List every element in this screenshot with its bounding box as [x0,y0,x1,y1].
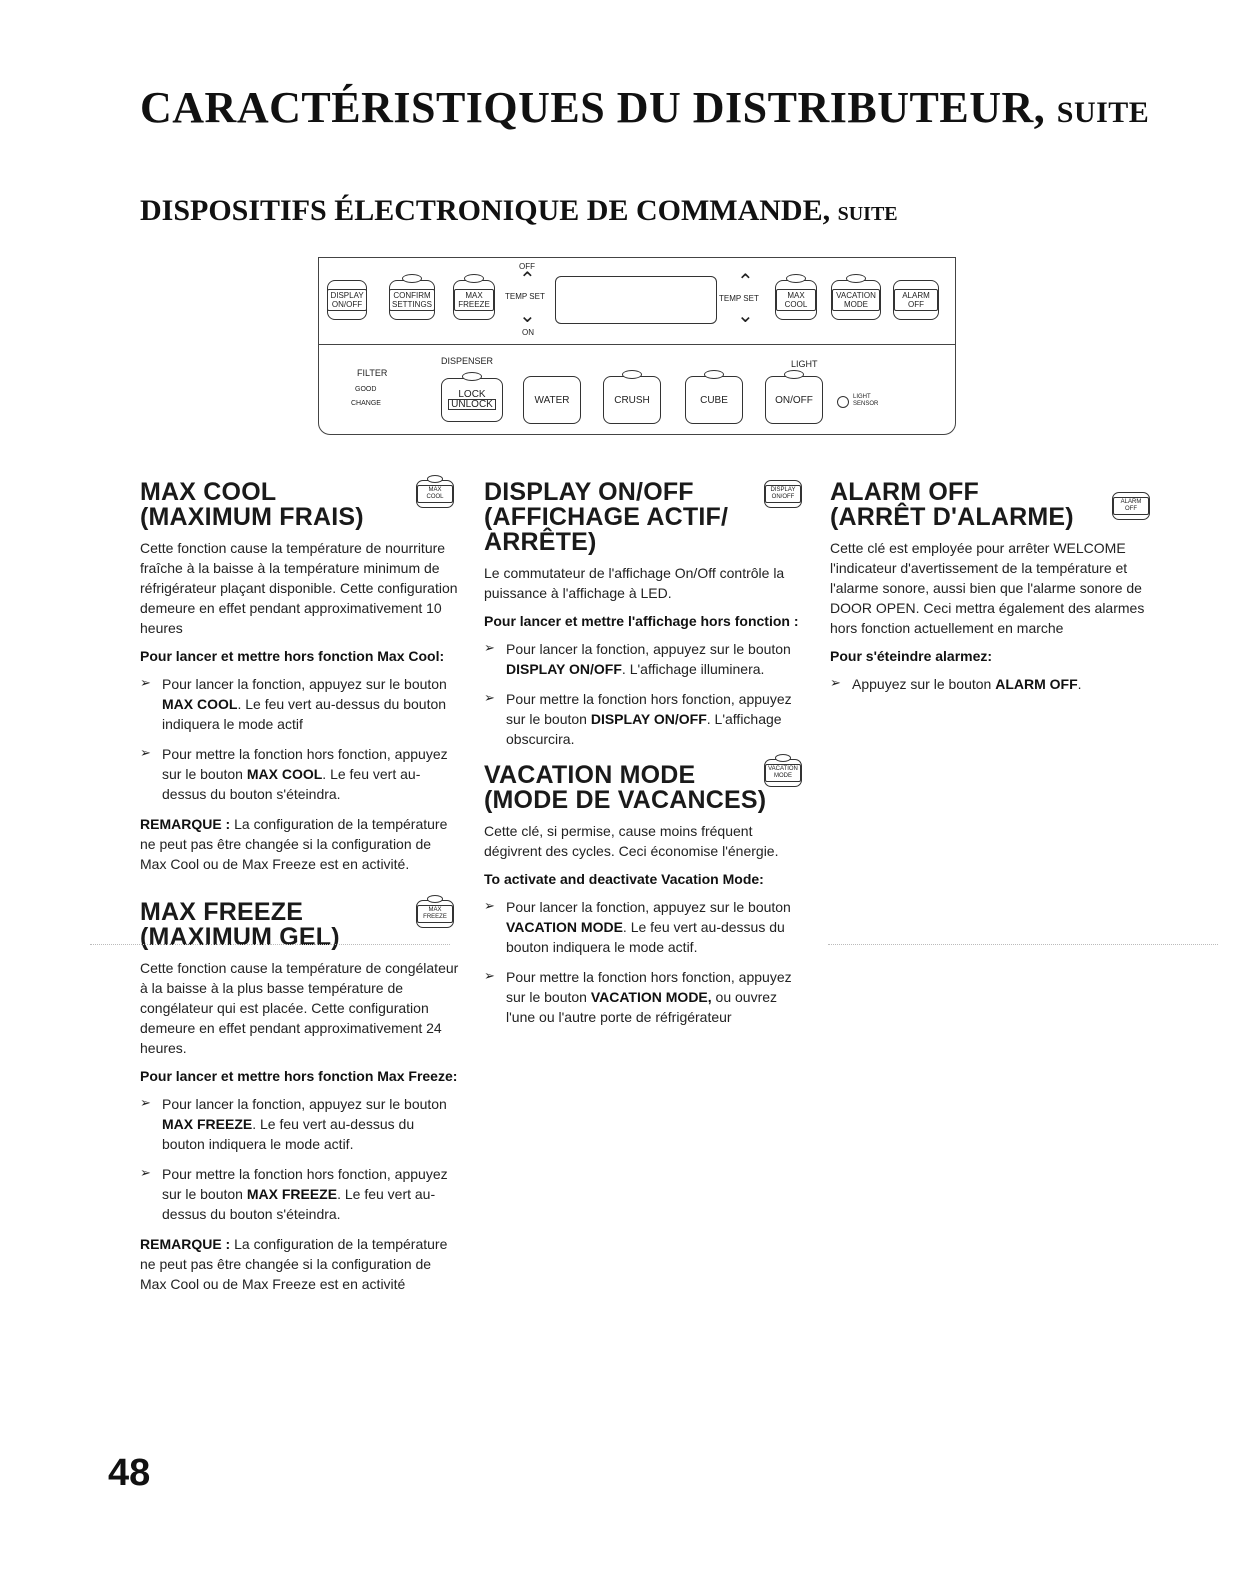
column-left [140,480,460,1302]
panel-lock-unlock-button [441,378,503,422]
panel-max-freeze-label: MAX FREEZE [454,289,494,311]
page-number: 48 [108,1452,151,1494]
led-indicator [462,372,482,381]
step-text: . Le feu vert au-dessus du bouton s'éteindra. [162,766,421,802]
alarm-off-icon-label: ALARM OFF [1113,497,1149,515]
display-onoff-heading-line3: ARRÊTE) [484,528,597,556]
max-freeze-icon [416,900,454,928]
column-right [830,480,1152,704]
display-onoff-heading [484,480,804,555]
panel-display-onoff-label: DISPLAY ON/OFF [327,289,366,311]
step-text: . [1077,676,1082,692]
control-panel-diagram [318,257,956,435]
vacation-mode-body: Cette clé, si permise, cause moins fréquent dégivrent des cycles. Ceci économise l'énergie. [484,823,779,859]
step-text: Pour mettre la fonction hors fonction, appuyez sur le bouton [506,969,792,1005]
down-arrow-icon: ⌄ [737,305,754,327]
max-freeze-note [140,1234,460,1294]
panel-temp-set-left: TEMP SET [505,292,545,301]
vacation-mode-heading-line2: (MODE DE VACANCES) [484,786,767,814]
temperature-display [555,276,717,324]
display-onoff-heading-line1: DISPLAY ON/OFF [484,478,694,506]
step-button-name: VACATION MODE, [590,989,712,1005]
note-label: REMARQUE : [140,816,231,832]
max-freeze-body: Cette fonction cause la température de congélateur à la baisse à la plus basse température de congélateur qui est placée. Cette configuration demeure en effet pendant approximativement 24 heures. [140,960,459,1056]
display-onoff-heading-line2: (AFFICHAGE ACTIF/ [484,503,729,531]
dispenser-label: DISPENSER [441,356,494,366]
panel-cube-button [685,376,743,424]
step-button-name: ALARM OFF [995,676,1078,692]
list-item [484,967,804,1027]
unlock-label: UNLOCK [448,399,496,410]
alarm-off-icon [1112,492,1150,520]
display-onoff-body: Le commutateur de l'affichage On/Off contrôle la puissance à l'affichage à LED. [484,565,785,601]
max-freeze-heading-line2: (MAXIMUM GEL) [140,923,340,951]
max-cool-heading [140,480,460,530]
list-item [484,689,804,749]
panel-confirm-settings-label: CONFIRM SETTINGS [389,289,435,311]
list-item [140,744,460,804]
section-subtitle [140,194,898,228]
step-button-name: MAX FREEZE [162,1116,253,1132]
step-text: . Le feu vert au-dessus du bouton indiquera le mode actif. [162,1116,415,1152]
panel-temp-set-right: TEMP SET [719,294,759,303]
panel-confirm-settings-button [389,280,435,320]
list-item [140,1164,460,1224]
alarm-off-heading [830,480,1152,530]
alarm-off-body: Cette clé est employée pour arrêter WELCOME l'indicateur d'avertissement de la température et l'alarme sonore, aussi bien que l'alarme sonore de DOOR OPEN. Ceci mettra également des alarmes hors fonction actuellement en marche [830,540,1145,636]
cube-label: CUBE [700,394,728,406]
step-text: . Le feu vert au-dessus du bouton indiquera le mode actif. [506,919,785,955]
alarm-off-heading-line1: ALARM OFF [830,478,979,506]
vacation-mode-heading-line1: VACATION MODE [484,761,696,789]
max-cool-heading-line2: (MAXIMUM FRAIS) [140,503,364,531]
panel-max-cool-label: MAX COOL [776,289,816,311]
panel-display-onoff-button [327,280,367,320]
step-text: . L'affichage obscurcira. [506,711,782,747]
step-text: Pour mettre la fonction hors fonction, appuyez sur le bouton [162,746,448,782]
max-freeze-instruction: Pour lancer et mettre hors fonction Max Freeze: [140,1068,458,1084]
vacation-mode-instruction: To activate and deactivate Vacation Mode: [484,871,764,887]
step-text: Pour lancer la fonction, appuyez sur le bouton [162,1096,447,1112]
panel-off-label: OFF [519,262,535,271]
panel-on-label: ON [522,328,534,337]
step-text: . Le feu vert au-dessus du bouton s'éteindra. [162,1186,436,1222]
page-title [140,82,1149,133]
step-button-name: VACATION MODE [506,919,623,935]
panel-alarm-off-button [893,280,939,320]
max-freeze-heading [140,900,460,950]
page-title-text: CARACTÉRISTIQUES DU DISTRIBUTEUR, [140,83,1046,132]
note-label: REMARQUE : [140,1236,231,1252]
display-onoff-steps [484,639,804,749]
step-button-name: MAX FREEZE [246,1186,338,1202]
panel-divider [319,344,955,345]
step-button-name: MAX COOL [162,696,238,712]
list-item [140,674,460,734]
step-button-name: DISPLAY ON/OFF [506,661,622,677]
section-subtitle-suffix: SUITE [837,203,898,225]
list-item [484,639,804,679]
up-arrow-icon: ⌃ [737,271,754,293]
panel-vacation-mode-label: VACATION MODE [832,289,880,311]
panel-vacation-mode-button [831,280,881,320]
crush-label: CRUSH [614,394,650,406]
max-cool-heading-line1: MAX COOL [140,478,277,506]
max-cool-instruction: Pour lancer et mettre hors fonction Max Cool: [140,648,445,664]
led-indicator [402,274,422,283]
vacation-mode-heading [484,763,804,813]
note-text: La configuration de la température ne peut pas être changée si la configuration de Max Cool ou de Max Freeze est en activité [140,1236,448,1292]
panel-max-freeze-button [453,280,495,320]
section-subtitle-text: DISPOSITIFS ÉLECTRONIQUE DE COMMANDE, [140,194,831,227]
dotted-rule [90,944,450,945]
display-onoff-icon-label: DISPLAY ON/OFF [765,485,801,503]
alarm-off-instruction: Pour s'éteindre alarmez: [830,648,993,664]
max-cool-body: Cette fonction cause la température de nourriture fraîche à la baisse à la température minimum de réfrigérateur plaçant disponible. Cette configuration demeure en effet pendant approximativement 10 heures [140,540,458,636]
panel-max-cool-button [775,280,817,320]
panel-light-onoff-button [765,376,823,424]
max-cool-steps [140,674,460,804]
step-text: Appuyez sur le bouton [852,676,996,692]
alarm-off-steps [830,674,1152,694]
step-text: Pour lancer la fonction, appuyez sur le bouton [506,641,791,657]
list-item [140,1094,460,1154]
step-text: Pour mettre la fonction hors fonction, appuyez sur le bouton [506,691,792,727]
panel-water-button [523,376,581,424]
step-button-name: MAX COOL [246,766,323,782]
display-onoff-instruction: Pour lancer et mettre l'affichage hors fonction : [484,613,799,629]
up-arrow-icon: ⌃ [519,269,536,291]
led-indicator [427,475,443,483]
max-freeze-steps [140,1094,460,1224]
max-cool-icon [416,480,454,508]
step-text: Pour lancer la fonction, appuyez sur le bouton [162,676,447,692]
list-item [484,897,804,957]
max-freeze-icon-label: MAX FREEZE [417,905,453,923]
light-onoff-label: ON/OFF [775,394,813,406]
led-indicator [464,274,484,283]
led-indicator [786,274,806,283]
vacation-mode-icon-label: VACATION MODE [765,764,801,782]
step-text: . L'affichage illuminera. [621,661,765,677]
step-text: ou ouvrez l'une ou l'autre porte de réfrigérateur [506,989,778,1025]
down-arrow-icon: ⌄ [519,305,536,327]
vacation-mode-icon [764,759,802,787]
step-text: Pour mettre la fonction hors fonction, appuyez sur le bouton [162,1166,448,1202]
max-freeze-heading-line1: MAX FREEZE [140,898,304,926]
led-indicator [784,370,804,379]
light-sensor-label: LIGHT SENSOR [853,394,879,407]
alarm-off-heading-line2: (ARRÊT D'ALARME) [830,503,1074,531]
panel-alarm-off-label: ALARM OFF [894,289,938,311]
light-label: LIGHT [791,359,818,369]
water-label: WATER [534,394,570,406]
lock-label: LOCK [458,389,486,400]
list-item [830,674,1152,694]
dotted-rule [828,944,1218,945]
display-onoff-icon [764,480,802,508]
step-text: Pour lancer la fonction, appuyez sur le bouton [506,899,791,915]
led-indicator [775,754,791,762]
column-middle [484,480,804,1037]
max-cool-icon-label: MAX COOL [417,485,453,503]
light-sensor-icon [837,396,849,408]
led-indicator [622,370,642,379]
filter-label: FILTER [357,368,388,378]
page-title-suffix: SUITE [1056,96,1150,129]
max-cool-note [140,814,460,874]
vacation-mode-steps [484,897,804,1027]
note-text: La configuration de la température ne peut pas être changée si la configuration de Max Cool ou de Max Freeze est en activité. [140,816,448,872]
filter-good-label: GOOD [355,386,377,393]
led-indicator [704,370,724,379]
panel-crush-button [603,376,661,424]
filter-change-label: CHANGE [351,400,381,407]
led-indicator [427,895,443,903]
step-button-name: DISPLAY ON/OFF [590,711,707,727]
step-text: . Le feu vert au-dessus du bouton indiquera le mode actif [162,696,447,732]
led-indicator [846,274,866,283]
